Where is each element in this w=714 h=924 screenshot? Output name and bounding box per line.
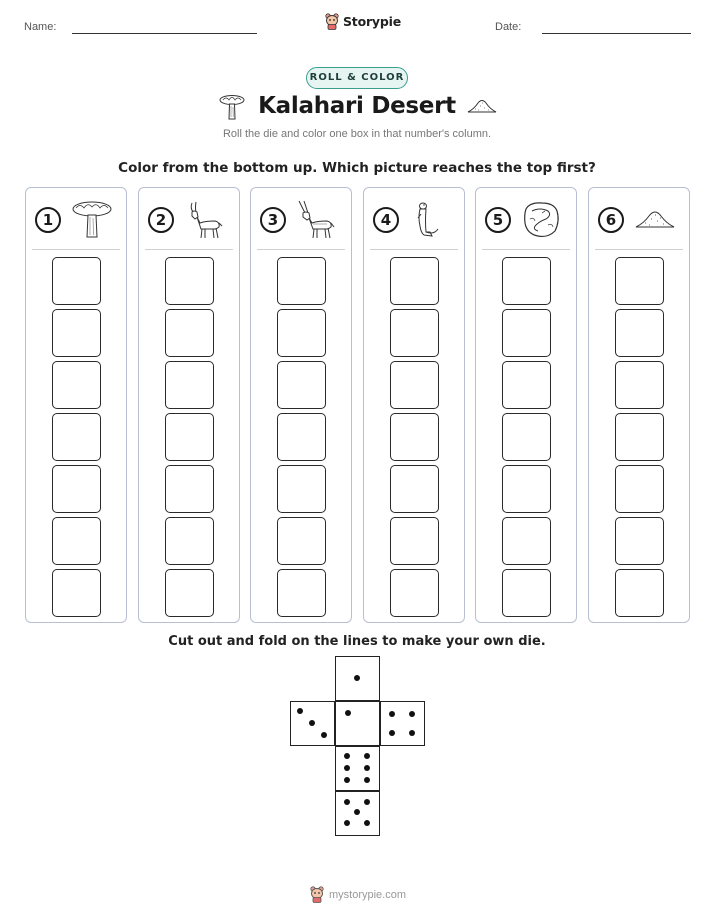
die-pip — [409, 730, 415, 736]
die-face-1 — [335, 656, 380, 701]
column-divider — [370, 249, 458, 250]
sand-pile-icon — [466, 95, 498, 117]
page-title: Kalahari Desert — [258, 93, 456, 119]
die-pip — [364, 753, 370, 759]
color-box[interactable] — [52, 361, 101, 409]
die-pip — [297, 708, 303, 714]
name-line[interactable] — [72, 33, 257, 34]
color-box[interactable] — [52, 309, 101, 357]
oryx-icon — [295, 199, 339, 241]
color-box[interactable] — [277, 465, 326, 513]
color-box[interactable] — [615, 517, 664, 565]
column-number: 1 — [35, 207, 61, 233]
column-divider — [595, 249, 683, 250]
color-box[interactable] — [52, 517, 101, 565]
color-box[interactable] — [502, 569, 551, 617]
die-pip — [389, 730, 395, 736]
die-pip — [344, 753, 350, 759]
die-pip — [309, 720, 315, 726]
color-box[interactable] — [390, 465, 439, 513]
die-face-3 — [290, 701, 335, 746]
color-box[interactable] — [502, 517, 551, 565]
color-box[interactable] — [390, 569, 439, 617]
footer-url[interactable]: mystorypie.com — [329, 888, 407, 901]
color-box[interactable] — [52, 465, 101, 513]
die-pip — [409, 711, 415, 717]
die-pip — [344, 765, 350, 771]
color-box[interactable] — [502, 465, 551, 513]
column-1 — [25, 187, 127, 623]
baobab-tree-icon — [217, 92, 247, 122]
color-box[interactable] — [277, 517, 326, 565]
column-number: 5 — [485, 207, 511, 233]
die-pip — [364, 820, 370, 826]
column-number: 2 — [148, 207, 174, 233]
color-box[interactable] — [502, 309, 551, 357]
color-box[interactable] — [502, 361, 551, 409]
color-box[interactable] — [390, 517, 439, 565]
die-pip — [354, 675, 360, 681]
name-label: Name: — [24, 21, 57, 33]
sand-pile-icon — [633, 199, 677, 241]
column-number: 3 — [260, 207, 286, 233]
die-pip — [344, 799, 350, 805]
brand-name: Storypie — [343, 14, 401, 29]
color-box[interactable] — [52, 413, 101, 461]
footer — [310, 886, 406, 903]
column-3 — [250, 187, 352, 623]
color-box[interactable] — [615, 569, 664, 617]
color-box[interactable] — [615, 413, 664, 461]
die-pip — [364, 765, 370, 771]
color-box[interactable] — [277, 257, 326, 305]
color-box[interactable] — [390, 309, 439, 357]
die-pip — [345, 710, 351, 716]
color-box[interactable] — [615, 465, 664, 513]
activity-badge: ROLL & COLOR — [306, 67, 408, 89]
color-box[interactable] — [277, 361, 326, 409]
column-divider — [257, 249, 345, 250]
color-box[interactable] — [165, 517, 214, 565]
date-line[interactable] — [542, 33, 691, 34]
color-box[interactable] — [277, 309, 326, 357]
color-box[interactable] — [165, 257, 214, 305]
die-pip — [364, 777, 370, 783]
die-pip — [364, 799, 370, 805]
game-instruction: Color from the bottom up. Which picture reaches the top first? — [118, 160, 596, 176]
die-face-6 — [335, 746, 380, 791]
die-face-5 — [335, 791, 380, 836]
brand-logo — [325, 13, 401, 30]
color-box[interactable] — [390, 361, 439, 409]
rock-with-lizard-icon — [520, 199, 564, 241]
column-2 — [138, 187, 240, 623]
storypie-mascot-icon — [310, 886, 324, 903]
die-face-1 — [335, 701, 380, 746]
color-box[interactable] — [615, 257, 664, 305]
baobab-tree-icon — [70, 199, 114, 241]
color-box[interactable] — [277, 569, 326, 617]
column-5 — [475, 187, 577, 623]
color-box[interactable] — [615, 309, 664, 357]
column-number: 4 — [373, 207, 399, 233]
page-subtitle: Roll the die and color one box in that number's column. — [222, 128, 492, 140]
die-pip — [354, 809, 360, 815]
die-face-4 — [380, 701, 425, 746]
column-divider — [482, 249, 570, 250]
die-pip — [344, 820, 350, 826]
color-box[interactable] — [165, 413, 214, 461]
column-divider — [32, 249, 120, 250]
die-pip — [344, 777, 350, 783]
die-instruction: Cut out and fold on the lines to make your own die. — [168, 634, 546, 649]
color-box[interactable] — [165, 309, 214, 357]
springbok-icon — [183, 199, 227, 241]
color-box[interactable] — [390, 257, 439, 305]
color-box[interactable] — [277, 413, 326, 461]
color-box[interactable] — [165, 361, 214, 409]
color-box[interactable] — [52, 257, 101, 305]
color-box[interactable] — [390, 413, 439, 461]
color-box[interactable] — [502, 257, 551, 305]
column-4 — [363, 187, 465, 623]
storypie-mascot-icon — [325, 13, 339, 30]
column-number: 6 — [598, 207, 624, 233]
column-divider — [145, 249, 233, 250]
color-box[interactable] — [52, 569, 101, 617]
color-box[interactable] — [165, 465, 214, 513]
column-6 — [588, 187, 690, 623]
color-box[interactable] — [502, 413, 551, 461]
meerkat-icon — [408, 199, 452, 241]
color-box[interactable] — [615, 361, 664, 409]
die-pip — [321, 732, 327, 738]
color-box[interactable] — [165, 569, 214, 617]
die-pip — [389, 711, 395, 717]
date-label: Date: — [495, 21, 522, 33]
